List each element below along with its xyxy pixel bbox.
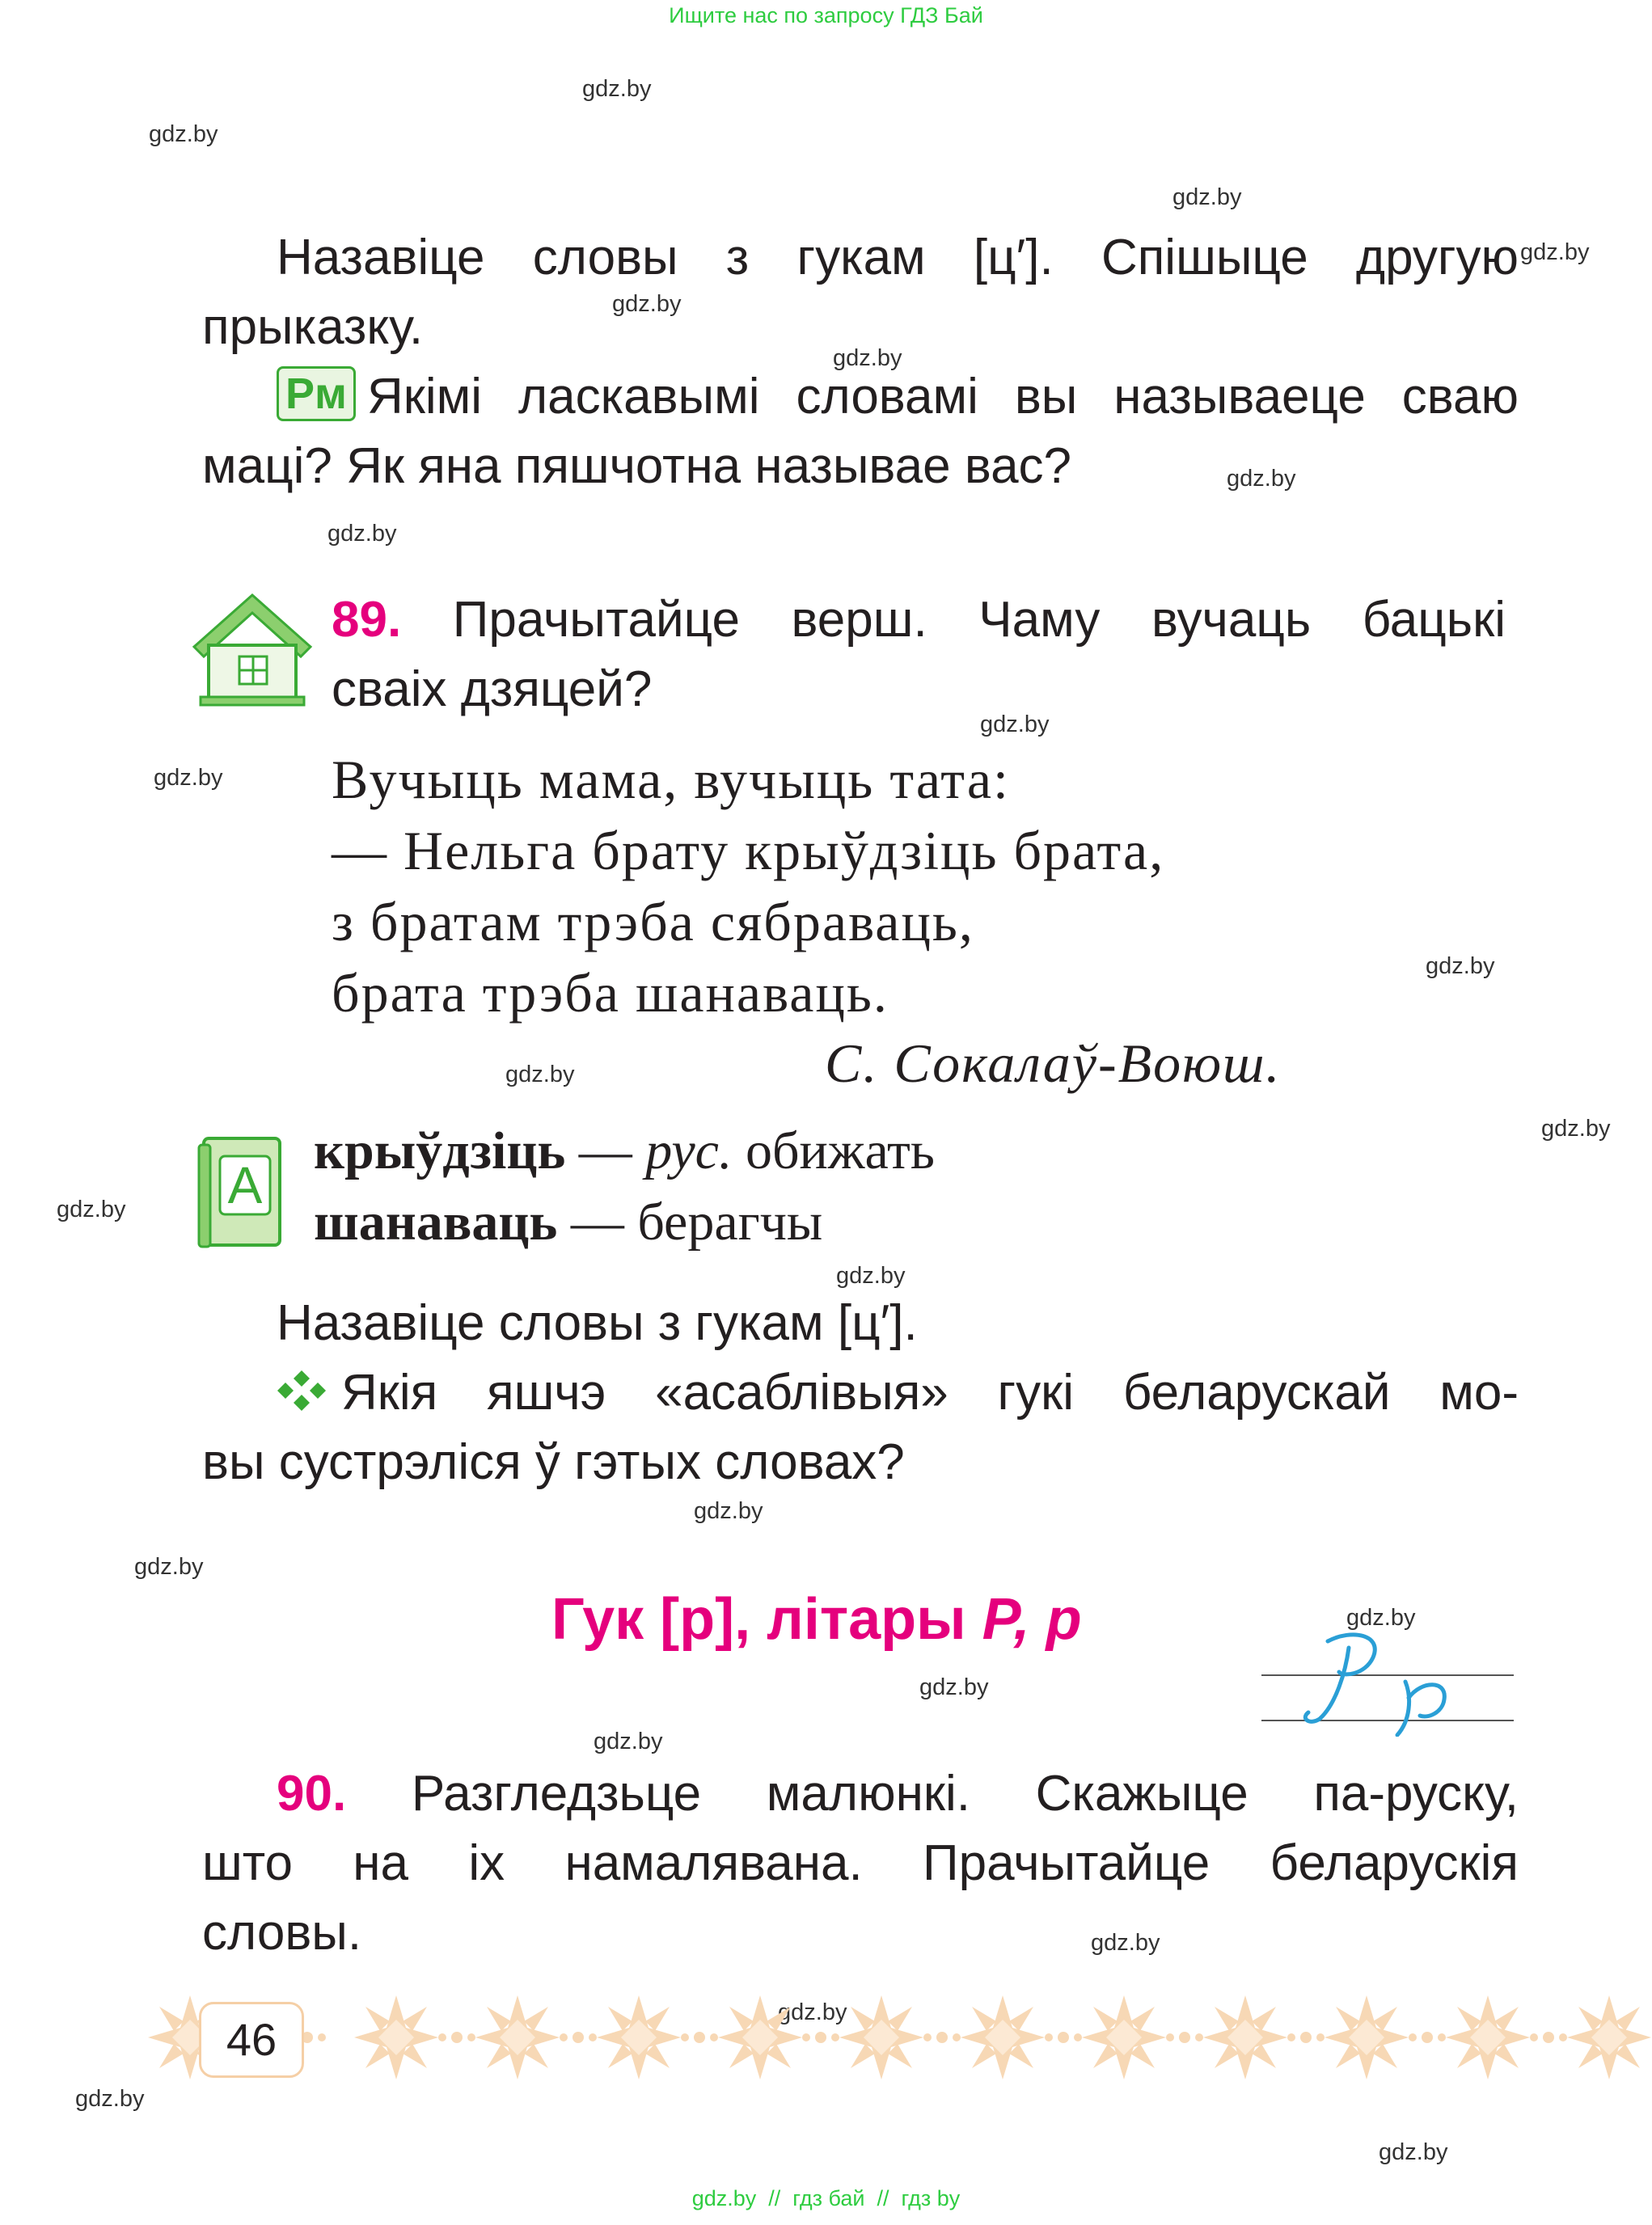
poem-line: — Нельга брату крыўдзіць брата, xyxy=(332,820,1165,881)
watermark: gdz.by xyxy=(505,1062,575,1087)
dictionary-letter: А xyxy=(227,1156,263,1214)
watermark: gdz.by xyxy=(1426,953,1495,979)
speech-task-text: Якімі ласкавымі словамі вы называеце сваю xyxy=(366,369,1519,424)
gloss-language: рус. xyxy=(645,1121,733,1180)
home-reading-icon xyxy=(188,589,317,710)
task-90-line-2: што на іх намалявана. Прачытайце беларускія xyxy=(202,1835,1519,1891)
watermark: gdz.by xyxy=(582,76,652,102)
gloss-dash: — xyxy=(578,1121,632,1180)
poem-line: Вучыць мама, вучыць тата: xyxy=(332,749,1010,810)
task-90-text: Разгледзьце малюнкі. Скажыце па-руску, xyxy=(411,1766,1519,1822)
watermark: gdz.by xyxy=(149,121,218,147)
task-90-line-3: словы. xyxy=(202,1905,362,1961)
watermark: gdz.by xyxy=(694,1498,763,1524)
intro-line-1: Назавіце словы з гукам [ц′]. Спішыце другую xyxy=(277,230,1519,285)
watermark: gdz.by xyxy=(980,711,1050,737)
gloss-entry xyxy=(314,1187,935,1258)
footer-links[interactable]: gdz.by // гдз бай // гдз by xyxy=(691,2186,961,2210)
poem xyxy=(332,744,1164,1028)
speech-development-badge: Рм xyxy=(277,366,356,421)
task-90-line-1 xyxy=(277,1759,1519,1829)
gloss-word: крыўдзіць xyxy=(314,1121,566,1180)
task-89-question-2-line-2: вы сустрэліся ў гэтых словах? xyxy=(202,1434,905,1490)
watermark: gdz.by xyxy=(327,521,397,547)
glossary xyxy=(314,1116,935,1258)
poem-author: С. Сокалаў-Воюш. xyxy=(825,1032,1282,1094)
gloss-translation: берагчы xyxy=(637,1193,823,1252)
diamond-bonus-icon xyxy=(277,1370,327,1411)
speech-task-line-1 xyxy=(277,362,1519,432)
watermark: gdz.by xyxy=(1091,1930,1160,1956)
watermark: gdz.by xyxy=(1520,239,1590,265)
speech-task-line-2: маці? Як яна пяшчотна называе вас? xyxy=(202,438,1072,494)
task-89-question-2-line-1 xyxy=(277,1358,1519,1428)
watermark: gdz.by xyxy=(778,1999,847,2025)
watermark: gdz.by xyxy=(1227,466,1296,492)
section-heading-text: Гук [р], літары xyxy=(551,1587,982,1652)
poem-line: з братам трэба сябраваць, xyxy=(332,891,974,952)
watermark: gdz.by xyxy=(833,345,902,371)
watermark: gdz.by xyxy=(57,1197,126,1222)
dictionary-book-icon xyxy=(196,1134,286,1253)
cursive-letter-sample xyxy=(1261,1623,1520,1737)
watermark: gdz.by xyxy=(836,1263,906,1289)
gloss-dash: — xyxy=(570,1193,624,1252)
watermark: gdz.by xyxy=(154,765,223,791)
task-89-question-1: Назавіце словы з гукам [ц′]. xyxy=(277,1295,918,1351)
task-89-line-2: сваіх дзяцей? xyxy=(332,661,653,717)
task-89-question-2-text: Якія яшчэ «асаблівыя» гукі беларускай мо- xyxy=(341,1365,1519,1421)
section-heading xyxy=(551,1586,1082,1653)
intro-line-2: прыказку. xyxy=(202,299,424,355)
task-90-number: 90. xyxy=(277,1766,347,1822)
watermark: gdz.by xyxy=(612,291,682,317)
gloss-entry xyxy=(314,1116,935,1187)
watermark: gdz.by xyxy=(594,1729,663,1754)
page-number: 46 xyxy=(199,2002,304,2078)
watermark: gdz.by xyxy=(75,2086,145,2112)
watermark: gdz.by xyxy=(1172,184,1242,210)
gloss-word: шанаваць xyxy=(314,1193,558,1252)
watermark: gdz.by xyxy=(1346,1605,1416,1631)
watermark: gdz.by xyxy=(1541,1116,1611,1142)
task-89-number: 89. xyxy=(332,592,402,648)
task-89-line-1 xyxy=(332,585,1506,655)
section-heading-letters: Р, р xyxy=(982,1587,1082,1652)
task-89-text: Прачытайце верш. Чаму вучаць бацькі xyxy=(452,592,1506,648)
watermark: gdz.by xyxy=(1379,2139,1448,2165)
watermark: gdz.by xyxy=(134,1554,204,1580)
folk-ornament-band xyxy=(146,1985,1652,2090)
top-banner[interactable]: Ищите нас по запросу ГДЗ Бай xyxy=(669,3,983,27)
watermark: gdz.by xyxy=(919,1674,989,1700)
poem-line: брата трэба шанаваць. xyxy=(332,962,889,1024)
gloss-translation: обижать xyxy=(745,1121,935,1180)
